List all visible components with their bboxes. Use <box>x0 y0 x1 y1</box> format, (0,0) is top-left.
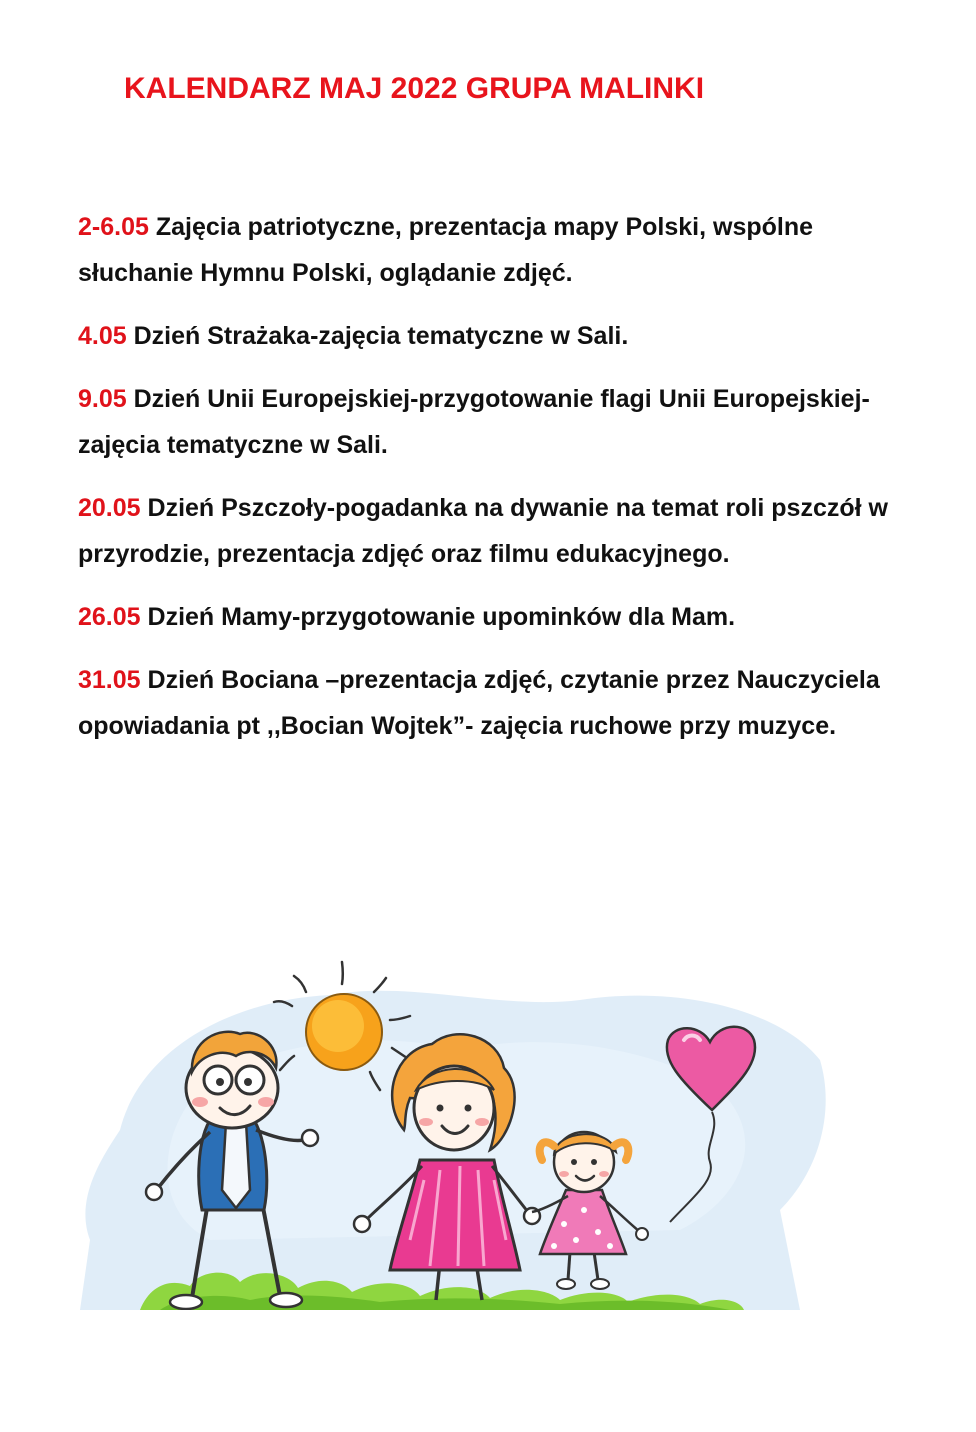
event-list <box>78 204 908 766</box>
event-entry <box>78 204 908 296</box>
event-description: Dzień Pszczoły-pogadanka na dywanie na temat roli pszczół w przyrodzie, prezentacja zdjęć oraz filmu edukacyjnego. <box>78 494 888 568</box>
event-description: Zajęcia patriotyczne, prezentacja mapy Polski, wspólne słuchanie Hymnu Polski, oglądanie zdjęć. <box>78 213 814 287</box>
event-entry <box>78 594 908 640</box>
event-entry <box>78 313 908 359</box>
event-description: Dzień Unii Europejskiej-przygotowanie flagi Unii Europejskiej-zajęcia tematyczne w Sali. <box>78 385 870 459</box>
event-entry <box>78 657 908 749</box>
page-title: KALENDARZ MAJ 2022 GRUPA MALINKI <box>124 72 705 105</box>
event-date: 4.05 <box>78 322 127 350</box>
family-illustration <box>80 940 840 1310</box>
event-date: 9.05 <box>78 385 127 413</box>
event-entry <box>78 376 908 468</box>
event-date: 31.05 <box>78 666 141 694</box>
event-description: Dzień Bociana –prezentacja zdjęć, czytanie przez Nauczyciela opowiadania pt ,,Bocian Wojtek”- zajęcia ruchowe przy muzyce. <box>78 666 880 740</box>
event-date: 26.05 <box>78 603 141 631</box>
event-description: Dzień Strażaka-zajęcia tematyczne w Sali. <box>133 322 629 350</box>
event-date: 20.05 <box>78 494 141 522</box>
event-description: Dzień Mamy-przygotowanie upominków dla Mam. <box>147 603 736 631</box>
event-date: 2-6.05 <box>78 213 149 241</box>
event-entry <box>78 485 908 577</box>
